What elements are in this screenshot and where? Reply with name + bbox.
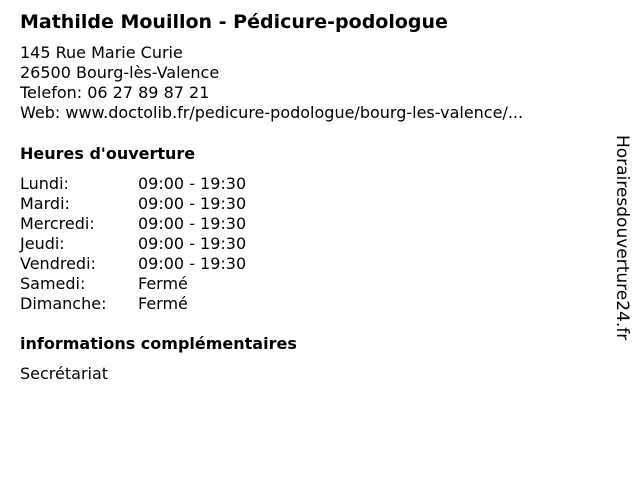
- phone-number: Telefon: 06 27 89 87 21: [20, 83, 210, 102]
- hours-time: Fermé: [138, 294, 188, 313]
- hours-row-monday: [20, 174, 320, 194]
- hours-day: Jeudi:: [20, 234, 65, 253]
- hours-day: Mardi:: [20, 194, 70, 213]
- street-address: 145 Rue Marie Curie: [20, 43, 183, 62]
- site-watermark: Horairesdouverture24.fr: [612, 135, 632, 341]
- additional-info-heading: informations complémentaires: [20, 334, 297, 353]
- page-title: Mathilde Mouillon - Pédicure-podologue: [20, 11, 448, 33]
- city-address: 26500 Bourg-lès-Valence: [20, 63, 220, 82]
- hours-time: 09:00 - 19:30: [138, 214, 247, 233]
- hours-row-sunday: [20, 294, 320, 314]
- hours-row-wednesday: [20, 214, 320, 234]
- hours-day: Vendredi:: [20, 254, 96, 273]
- hours-day: Mercredi:: [20, 214, 95, 233]
- additional-info-text: Secrétariat: [20, 364, 109, 383]
- hours-day: Samedi:: [20, 274, 86, 293]
- website-link[interactable]: Web: www.doctolib.fr/pedicure-podologue/bourg-les-valence/...: [20, 103, 524, 122]
- hours-time: 09:00 - 19:30: [138, 254, 247, 273]
- hours-time: 09:00 - 19:30: [138, 234, 247, 253]
- address-block: [20, 43, 523, 123]
- hours-time: Fermé: [138, 274, 188, 293]
- opening-hours-heading: Heures d'ouverture: [20, 144, 196, 163]
- opening-hours-table: [20, 174, 320, 314]
- hours-row-saturday: [20, 274, 320, 294]
- hours-row-friday: [20, 254, 320, 274]
- hours-row-thursday: [20, 234, 320, 254]
- hours-day: Lundi:: [20, 174, 69, 193]
- hours-time: 09:00 - 19:30: [138, 194, 247, 213]
- hours-row-tuesday: [20, 194, 320, 214]
- hours-time: 09:00 - 19:30: [138, 174, 247, 193]
- hours-day: Dimanche:: [20, 294, 107, 313]
